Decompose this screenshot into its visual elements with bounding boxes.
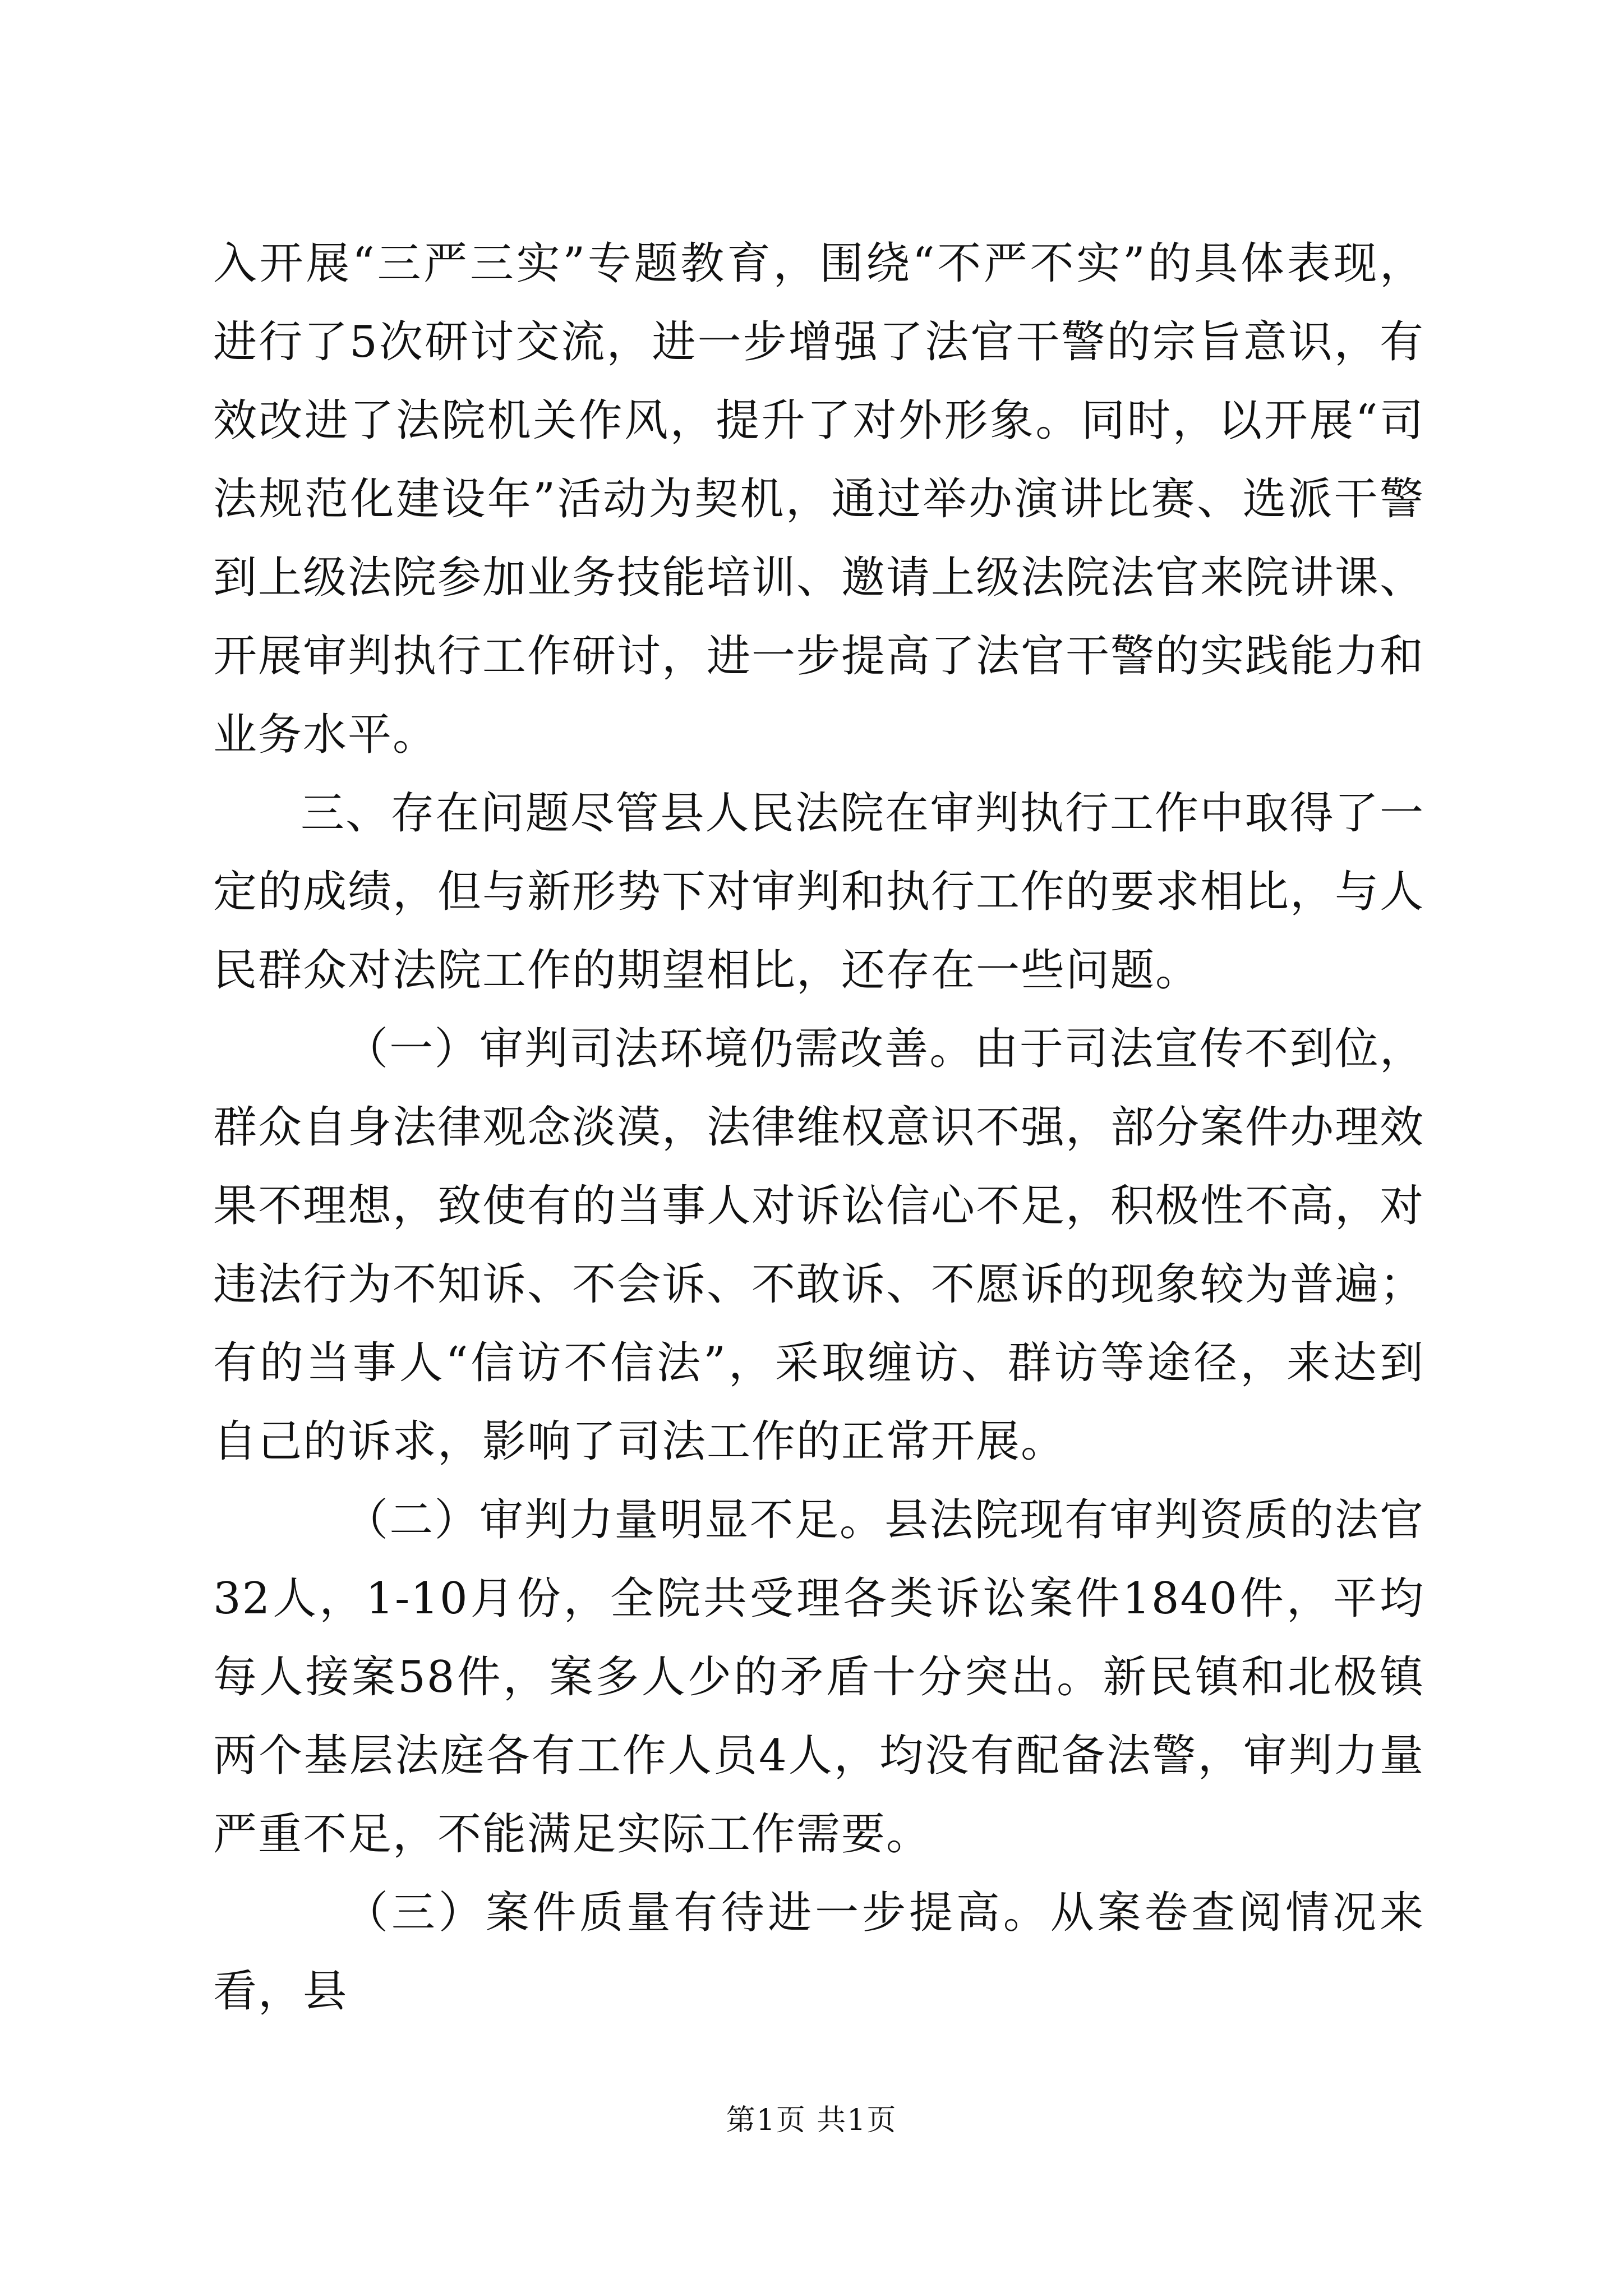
paragraph-continuation: 入开展“三严三实”专题教育，围绕“不严不实”的具体表现，进行了5次研讨交流，进一步增强了法官干警的宗旨意识，有效改进了法院机关作风，提升了对外形象。同时，以开展“司法规范化建设年”活动为契机，通过举办演讲比赛、选派干警到上级法院参加业务技能培训、邀请上级法院法官来院讲课、开展审判执行工作研讨，进一步提高了法官干警的实践能力和业务水平。 <box>213 238 1425 760</box>
paragraph-issue-one: （一）审判司法环境仍需改善。由于司法宣传不到位，群众自身法律观念淡漠，法律维权意识不强，部分案件办理效果不理想，致使有的当事人对诉讼信心不足，积极性不高，对违法行为不知诉、不会诉、不敢诉、不愿诉的现象较为普遍；有的当事人“信访不信法”，采取缠访、群访等途径，来达到自己的诉求，影响了司法工作的正常开展。 <box>213 1024 1425 1467</box>
page-footer: 第1页 共1页 <box>726 2104 897 2137</box>
paragraph-section-three: 三、存在问题尽管县人民法院在审判执行工作中取得了一定的成绩，但与新形势下对审判和执行工作的要求相比，与人民群众对法院工作的期望相比，还存在一些问题。 <box>213 788 1425 996</box>
paragraph-issue-three: （三）案件质量有待进一步提高。从案卷查阅情况来看，县 <box>213 1888 1424 2017</box>
document-body <box>213 224 1424 2031</box>
paragraph-issue-two: （二）审判力量明显不足。县法院现有审判资质的法官32人，1-10月份，全院共受理各类诉讼案件1840件，平均每人接案58件，案多人少的矛盾十分突出。新民镇和北极镇两个基层法庭各有工作人员4人，均没有配备法警，审判力量严重不足，不能满足实际工作需要。 <box>213 1495 1424 1860</box>
